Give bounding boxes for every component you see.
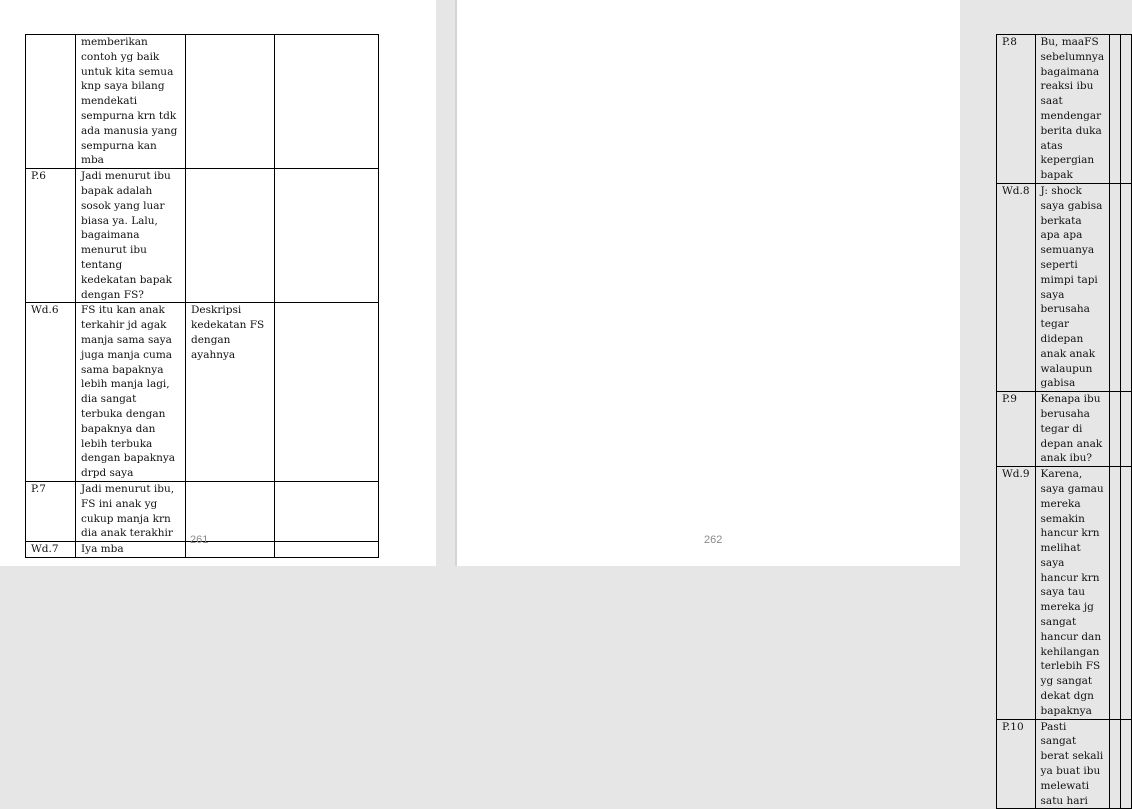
note-cell	[1110, 183, 1121, 391]
interview-table-right	[996, 34, 1132, 809]
note-cell: Deskripsi kedekatan FS dengan ayahnya	[186, 303, 275, 482]
code-cell: P.9	[997, 392, 1036, 467]
dialogue-cell: Karena, saya gamau mereka semakin hancur krn melihat saya hancur krn saya tau mereka jg sangat hancur dan kehilangan terlebih FS yg sangat dekat dgn bapaknya	[1035, 467, 1110, 720]
page-number: 262	[704, 534, 723, 546]
code-cell: Wd.6	[26, 303, 76, 482]
dialogue-cell: FS itu kan anak terkahir jd agak manja sama saya juga manja cuma sama bapaknya lebih manja lagi, dia sangat terbuka dengan bapaknya dan lebih terbuka dengan bapaknya drpd saya	[76, 303, 186, 482]
extra-cell	[275, 542, 379, 558]
code-cell: P.8	[997, 35, 1036, 184]
dialogue-cell: J: shock saya gabisa berkata apa apa semuanya seperti mimpi tapi saya berusaha tegar didepan anak anak walaupun gabisa	[1035, 183, 1110, 391]
table-row	[997, 35, 1132, 184]
note-cell	[1110, 467, 1121, 720]
dialogue-cell: Bu, maaFS sebelumnya bagaimana reaksi ibu saat mendengar berita duka atas kepergian bapak	[1035, 35, 1110, 184]
note-cell	[1110, 719, 1121, 809]
table-row	[26, 169, 379, 303]
dialogue-cell: Iya mba	[76, 542, 186, 558]
code-cell: P.10	[997, 719, 1036, 809]
dialogue-cell: Pasti sangat berat sekali ya buat ibu melewati satu hari	[1035, 719, 1110, 809]
extra-cell	[275, 35, 379, 169]
note-cell	[186, 481, 275, 541]
dialogue-cell: Jadi menurut ibu, FS ini anak yg cukup manja krn dia anak terakhir	[76, 481, 186, 541]
note-cell	[186, 169, 275, 303]
extra-cell	[275, 303, 379, 482]
document-page-left	[0, 0, 436, 566]
extra-cell	[275, 169, 379, 303]
document-page-right	[457, 0, 1105, 807]
table-row	[26, 303, 379, 482]
table-row	[26, 481, 379, 541]
extra-cell	[1121, 35, 1132, 184]
table-row	[997, 719, 1132, 809]
extra-cell	[1121, 392, 1132, 467]
dialogue-cell: Kenapa ibu berusaha tegar di depan anak anak ibu?	[1035, 392, 1110, 467]
extra-cell	[1121, 719, 1132, 809]
extra-cell	[275, 481, 379, 541]
extra-cell	[1121, 183, 1132, 391]
page-number: 261	[190, 534, 209, 546]
code-cell: Wd.9	[997, 467, 1036, 720]
page-gap	[436, 0, 457, 566]
note-cell	[1110, 392, 1121, 467]
dialogue-cell: memberikan contoh yg baik untuk kita semua knp saya bilang mendekati sempurna krn tdk ada manusia yang sempurna kan mba	[76, 35, 186, 169]
code-cell: Wd.7	[26, 542, 76, 558]
code-cell: P.7	[26, 481, 76, 541]
table-row	[997, 183, 1132, 391]
code-cell	[26, 35, 76, 169]
extra-cell	[1121, 467, 1132, 720]
code-cell: P.6	[26, 169, 76, 303]
note-cell	[1110, 35, 1121, 184]
table-row	[997, 467, 1132, 720]
table-row	[26, 35, 379, 169]
note-cell	[186, 35, 275, 169]
interview-table-left	[25, 34, 379, 558]
dialogue-cell: Jadi menurut ibu bapak adalah sosok yang luar biasa ya. Lalu, bagaimana menurut ibu tentang kedekatan bapak dengan FS?	[76, 169, 186, 303]
table-row	[997, 392, 1132, 467]
code-cell: Wd.8	[997, 183, 1036, 391]
